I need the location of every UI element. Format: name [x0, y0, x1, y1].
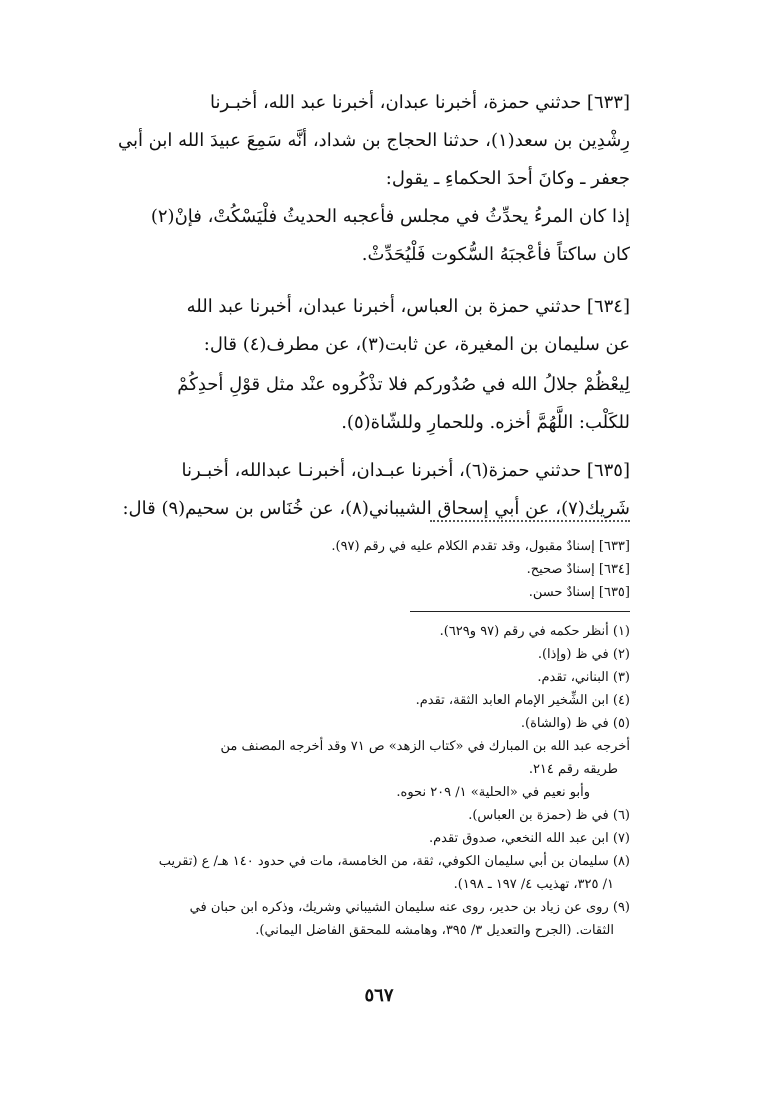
dotted-separator — [430, 520, 630, 522]
footnote-3: (٣) البناني، تقدم. — [537, 670, 630, 685]
footnote-2: (٢) في ظ (وإذا). — [537, 647, 630, 662]
footnote-rule — [410, 611, 630, 612]
footnote-1: (١) أنظر حكمه في رقم (٩٧ و٦٢٩). — [439, 624, 630, 639]
footnote-9-continuation: الثقات. (الجرح والتعديل ٣/ ٣٩٥، وهامشه للمحقق الفاضل اليماني). — [255, 923, 614, 938]
footnote-5: (٥) في ظ (والشاة). — [520, 716, 630, 731]
footnote-9: (٩) روى عن زياد بن حدير، روى عنه سليمان الشيباني وشريك، وذكره ابن حبان في — [189, 900, 630, 915]
hadith-633-line-2: رِشْدِين بن سعد(١)، حدثنا الحجاج بن شداد، أنَّه سَمِعَ عبيدَ الله ابن أبي — [117, 130, 630, 151]
hadith-634-line-2: عن سليمان بن المغيرة، عن ثابت(٣)، عن مطرف(٤) قال: — [203, 334, 630, 355]
saying-634 — [85, 366, 630, 442]
grading-note: [٦٣٥] إسنادٌ حسن. — [528, 585, 630, 600]
saying-633-line-2: كان ساكتاً فأعْجبَهُ السُّكوت فَلْيُحَدِّثْ. — [361, 244, 630, 265]
grading-notes — [85, 535, 630, 604]
hadith-633-line-1: [٦٣٣] حدثني حمزة، أخبرنا عبدان، أخبرنا عبد الله، أخبـرنا — [210, 92, 630, 113]
saying-634-line-1: لِيعْظُمْ جلالُ الله في صُدُوركم فلا تذْكُروه عنْد مثل قوْلِ أحدِكُمْ — [177, 374, 630, 395]
saying-633-line-1: إذا كان المرءُ يحدِّثُ في مجلس فأعجبه الحديثُ فلْيَسْكُتْ، فإنْ(٢) — [150, 206, 630, 227]
saying-634-line-2: للكَلْب: اللَّهُمَّ أخزه. وللحمارِ وللشّاة(٥). — [341, 412, 630, 433]
footnote-8: (٨) سليمان بن أبي سليمان الكوفي، ثقة، من الخامسة، مات في حدود ١٤٠ هـ/ ع (تقريب — [158, 854, 630, 869]
footnote-4: (٤) ابن الشِّخير الإمام العابد الثقة، تقدم. — [415, 693, 630, 708]
grading-note: [٦٣٣] إسنادٌ مقبول، وقد تقدم الكلام عليه في رقم (٩٧). — [331, 539, 630, 554]
hadith-633-line-3: جعفر ـ وكانَ أحدَ الحكماءِ ـ يقول: — [385, 168, 630, 189]
main-text — [85, 84, 630, 198]
footnote-5-continuation: أخرجه عبد الله بن المبارك في «كتاب الزهد» ص ٧١ وقد أخرجه المصنف من — [220, 739, 630, 754]
saying-633 — [85, 198, 630, 274]
hadith-634-line-1: [٦٣٤] حدثني حمزة بن العباس، أخبرنا عبدان، أخبرنا عبد الله — [186, 296, 630, 317]
footnote-8-continuation: ١/ ٣٢٥، تهذيب ٤/ ١٩٧ ـ ١٩٨). — [453, 877, 614, 892]
hadith-635-line-2: شَريك(٧)، عن أبي إسحاق الشيباني(٨)، عن خُنَاس بن سحيم(٩) قال: — [122, 498, 630, 519]
footnote-7: (٧) ابن عبد الله النخعي، صدوق تقدم. — [428, 831, 630, 846]
grading-note: [٦٣٤] إسنادٌ صحيح. — [526, 562, 630, 577]
hadith-635-line-1: [٦٣٥] حدثني حمزة(٦)، أخبرنا عبـدان، أخبرنـا عبدالله، أخبـرنا — [181, 460, 630, 481]
footnote-5-continuation: طريقه رقم ٢١٤. — [528, 762, 618, 777]
hadith-634 — [85, 288, 630, 364]
hadith-635 — [85, 452, 630, 528]
footnote-6: (٦) في ظ (حمزة بن العباس). — [468, 808, 630, 823]
footnotes — [85, 620, 630, 942]
footnote-5-continuation: وأبو نعيم في «الحلية» ١/ ٢٠٩ نحوه. — [396, 785, 590, 800]
page-number: ٥٦٧ — [364, 985, 394, 1006]
